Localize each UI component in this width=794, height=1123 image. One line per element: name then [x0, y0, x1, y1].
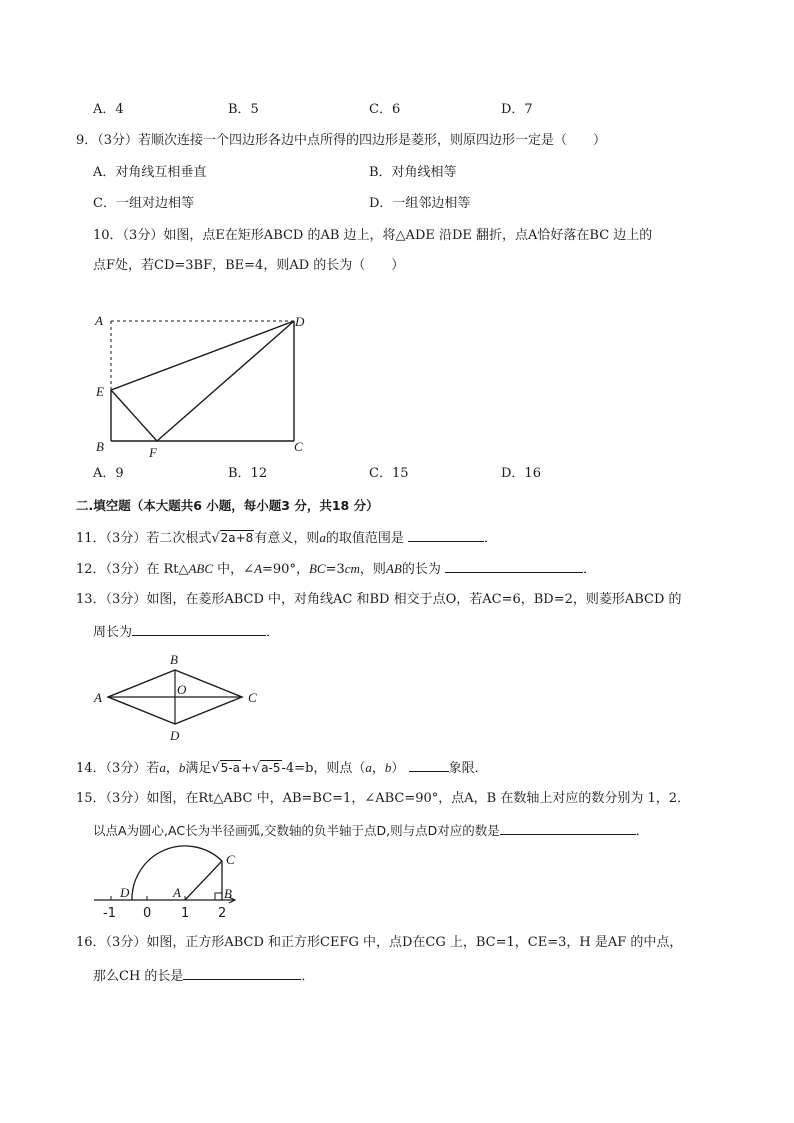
q14-suffix: 象限． — [448, 761, 488, 776]
q13-rhombus-figure — [90, 652, 270, 744]
segment-ed — [111, 321, 294, 390]
q12-unit: cm — [344, 561, 360, 576]
q12-line — [76, 559, 596, 579]
q13-stem-line1: 13．（3分）如图，在菱形ABCD 中，对角线AC 和BD 相交于点O，若AC=6，BD=2，则菱形ABCD 的 — [76, 592, 682, 607]
q12-suffix: 的长为 — [401, 562, 441, 577]
q9-option-d: D．一组邻边相等 — [369, 196, 471, 211]
q14-mid: 满足 — [185, 761, 212, 776]
q13-line2-text: 周长为 — [93, 625, 133, 640]
q11-prefix: 11．（3分）若二次根式 — [76, 531, 212, 546]
q15-stem-line1: 15．（3分）如图，在Rt△ABC 中，AB=BC=1，∠ABC=90°，点A，B 在数轴上对应的数分别为 1，2． — [76, 791, 691, 806]
q9-option-c: C．一组对边相等 — [93, 196, 194, 211]
q9-option-a: A．对角线互相垂直 — [93, 165, 207, 180]
label-a: A — [173, 885, 181, 900]
label-e: E — [96, 384, 104, 399]
q14-point-sep: ， — [371, 761, 385, 776]
q13-end: ． — [266, 625, 280, 640]
q9-option-b: B．对角线相等 — [369, 165, 457, 180]
q16-answer-blank[interactable] — [183, 966, 301, 980]
q14-var-a: a — [159, 760, 166, 775]
label-b: B — [224, 886, 232, 901]
label-c: C — [248, 690, 257, 705]
label-d: D — [295, 314, 305, 329]
q10-rectangle-figure — [90, 310, 320, 460]
label-f: F — [149, 445, 157, 460]
q11-end: ． — [483, 531, 497, 546]
label-b: B — [170, 652, 178, 667]
q8-option-b: B．5 — [228, 102, 259, 117]
q8-option-c: C．6 — [369, 102, 401, 117]
section2-title: 二.填空题（本大题共6 小题，每小题3 分，共18 分） — [76, 498, 379, 513]
q9-stem: 9．（3分）若顺次连接一个四边形各边中点所得的四边形是菱形，则原四边形一定是（ ） — [76, 133, 607, 148]
q14-point-b: b — [384, 760, 392, 775]
q11-answer-blank[interactable] — [408, 528, 484, 542]
q10-option-d: D．16 — [501, 466, 541, 481]
q11-mid: 有意义，则 — [254, 531, 320, 546]
label-c: C — [226, 852, 235, 867]
q12-mid3: =3 — [325, 562, 345, 577]
q15-stem-line2 — [93, 821, 648, 840]
q13-stem-line2 — [93, 622, 279, 642]
q11-suffix: 的取值范围是 — [325, 531, 404, 546]
label-o: O — [177, 682, 187, 697]
label-a: A — [95, 313, 103, 328]
q14-tail: -4=b，则点（ — [281, 761, 366, 776]
q12-angle: A — [254, 561, 263, 576]
tick-label-neg1: -1 — [103, 906, 116, 921]
q10-option-c: C．15 — [369, 466, 409, 481]
q12-mid4: ，则 — [359, 562, 386, 577]
q10-option-a: A．9 — [93, 466, 124, 481]
q14-var-b: b — [178, 760, 186, 775]
q8-option-d: D．7 — [501, 102, 533, 117]
label-b: B — [96, 439, 104, 454]
q14-radicand1: 5-a — [220, 761, 240, 775]
tick-label-1: 1 — [181, 906, 190, 921]
segment-ef — [111, 390, 157, 441]
q12-answer-blank[interactable] — [445, 559, 583, 573]
q11-line — [76, 528, 497, 548]
q14-radicand2: a-5 — [261, 761, 281, 775]
q15-number-line-figure — [90, 850, 250, 920]
q16-end: ． — [301, 969, 315, 984]
q12-mid1: 中，∠ — [213, 562, 255, 577]
tick-label-0: 0 — [143, 906, 152, 921]
q14-plus: + — [240, 761, 252, 776]
q13-answer-blank[interactable] — [132, 622, 266, 636]
q15-line2-text: 以点A为圆心,AC长为半径画弧,交数轴的负半轴于点D,则与点D对应的数是 — [93, 823, 500, 838]
q16-line2-text: 那么CH 的长是 — [93, 969, 184, 984]
q14-point-end: ） — [391, 761, 405, 776]
tick-label-2: 2 — [218, 906, 227, 921]
label-d: D — [170, 728, 180, 743]
segment-fd — [157, 321, 294, 441]
q14-sqrt1: √5-a — [211, 761, 240, 776]
right-angle-mark — [215, 893, 222, 900]
q12-triangle: ABC — [188, 561, 214, 576]
q16-stem-line1: 16．（3分）如图，正方形ABCD 和正方形CEFG 中，点D在CG 上，BC=1，CE=3，H 是AF 的中点， — [76, 935, 683, 950]
label-c: C — [294, 439, 303, 454]
label-a: A — [94, 690, 102, 705]
q14-point-a: a — [365, 760, 372, 775]
q15-end: ． — [635, 823, 649, 838]
q14-answer-blank[interactable] — [409, 758, 449, 772]
q10-stem-line1: 10．（3分）如图，点E在矩形ABCD 的AB 边上，将△ADE 沿DE 翻折，点A恰好落在BC 边上的 — [93, 228, 653, 243]
q8-option-a: A．4 — [93, 102, 124, 117]
q12-end: ． — [582, 562, 596, 577]
label-d: D — [120, 885, 130, 900]
q10-option-b: B．12 — [228, 466, 268, 481]
q12-prefix: 12．（3分）在 Rt△ — [76, 562, 189, 577]
q11-var: a — [319, 530, 326, 545]
q14-line — [76, 758, 488, 778]
q12-mid2: =90°， — [262, 562, 309, 577]
q12-segment: AB — [385, 561, 402, 576]
q14-comma: ， — [165, 761, 179, 776]
q11-sqrt: √2a+8 — [211, 531, 254, 546]
q12-side: BC — [308, 561, 326, 576]
q14-prefix: 14．（3分）若 — [76, 761, 160, 776]
q11-radicand: 2a+8 — [220, 531, 254, 545]
q16-stem-line2 — [93, 966, 314, 986]
segment-ac — [185, 861, 222, 900]
q10-stem-line2: 点F处，若CD=3BF，BE=4，则AD 的长为（ ） — [93, 258, 405, 273]
q14-sqrt2: √a-5 — [251, 761, 281, 776]
q15-answer-blank[interactable] — [500, 821, 636, 835]
